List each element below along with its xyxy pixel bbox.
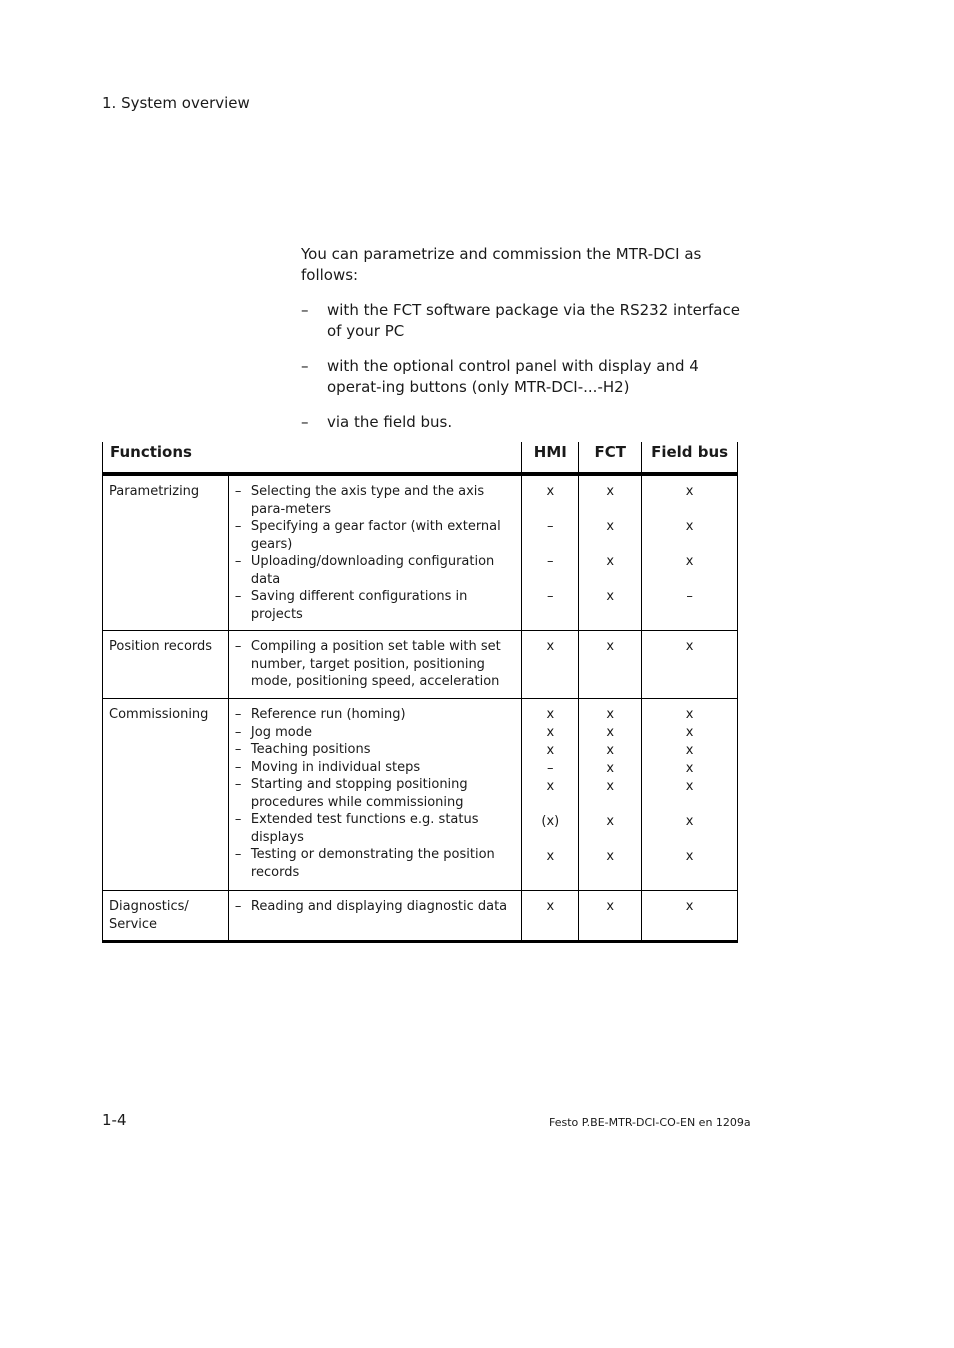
- list-item: – Teaching positions: [234, 742, 371, 757]
- fct-cell: [579, 474, 642, 631]
- table-row: [103, 699, 738, 891]
- intro-text: [301, 244, 741, 447]
- intro-lead: You can parametrize and commission the MTR-DCI as follows:: [301, 245, 702, 284]
- function-items: [228, 699, 521, 891]
- functions-table: [102, 442, 738, 943]
- hmi-mark: (x): [541, 814, 560, 829]
- fct-mark: x: [606, 779, 615, 794]
- fieldbus-mark: –: [686, 589, 693, 604]
- fieldbus-cell: [642, 474, 738, 631]
- document-id: Festo P.BE-MTR-DCI-CO-EN en 1209a: [549, 1116, 751, 1129]
- header-fieldbus: Field bus: [642, 442, 738, 474]
- fieldbus-cell: [642, 891, 738, 942]
- function-name: Position records: [103, 631, 229, 699]
- function-items: [228, 891, 521, 942]
- fct-mark: x: [606, 814, 615, 829]
- table-row: [103, 631, 738, 699]
- fct-cell: [579, 891, 642, 942]
- hmi-cell: [522, 631, 579, 699]
- hmi-mark: x: [546, 743, 555, 758]
- fct-cell: [579, 631, 642, 699]
- hmi-mark: x: [546, 639, 555, 654]
- list-item: – Starting and stopping positioning procedures while commissioning: [234, 777, 468, 810]
- table-header-row: [103, 442, 738, 474]
- hmi-cell: [522, 474, 579, 631]
- hmi-cell: [522, 699, 579, 891]
- fct-mark: x: [606, 554, 615, 569]
- list-item: – Reference run (homing): [234, 707, 406, 722]
- fieldbus-mark: x: [685, 814, 694, 829]
- fct-mark: x: [606, 899, 615, 914]
- fieldbus-mark: x: [685, 779, 694, 794]
- list-item: – Uploading/downloading configuration data: [234, 554, 495, 587]
- hmi-mark: x: [546, 779, 555, 794]
- fct-cell: [579, 699, 642, 891]
- fct-mark: x: [606, 849, 615, 864]
- header-functions: Functions: [103, 442, 522, 474]
- intro-bullet: – via the field bus.: [301, 413, 453, 431]
- table-row: [103, 474, 738, 631]
- fieldbus-cell: [642, 631, 738, 699]
- list-item: – Extended test functions e.g. status displays: [234, 812, 479, 845]
- hmi-mark: –: [547, 519, 554, 534]
- hmi-mark: x: [546, 849, 555, 864]
- fieldbus-mark: x: [685, 639, 694, 654]
- hmi-cell: [522, 891, 579, 942]
- list-item: – Saving different configurations in projects: [234, 589, 468, 622]
- function-name: Commissioning: [103, 699, 229, 891]
- fieldbus-mark: x: [685, 725, 694, 740]
- fieldbus-mark: x: [685, 484, 694, 499]
- table-row: [103, 891, 738, 942]
- intro-bullet: – with the optional control panel with display and 4 operat-ing buttons (only MTR-DCI-...-H2): [301, 357, 699, 396]
- list-item: – Testing or demonstrating the position records: [234, 847, 495, 880]
- list-item: – Compiling a position set table with set number, target position, positioning mode, positioning speed, acceleration: [234, 639, 501, 689]
- intro-bullet: – with the FCT software package via the RS232 interface of your PC: [301, 301, 740, 340]
- fct-mark: x: [606, 519, 615, 534]
- hmi-mark: –: [547, 554, 554, 569]
- function-items: [228, 474, 521, 631]
- page-number: 1-4: [102, 1111, 127, 1129]
- fct-mark: x: [606, 761, 615, 776]
- header-hmi: HMI: [522, 442, 579, 474]
- fieldbus-mark: x: [685, 761, 694, 776]
- fct-mark: x: [606, 484, 615, 499]
- function-items: [228, 631, 521, 699]
- fieldbus-cell: [642, 699, 738, 891]
- function-name: Parametrizing: [103, 474, 229, 631]
- list-item: – Jog mode: [234, 724, 312, 740]
- fct-mark: x: [606, 707, 615, 722]
- hmi-mark: –: [547, 761, 554, 776]
- fieldbus-mark: x: [685, 707, 694, 722]
- fct-mark: x: [606, 743, 615, 758]
- list-item: – Moving in individual steps: [234, 759, 421, 775]
- fieldbus-mark: x: [685, 849, 694, 864]
- list-item: – Reading and displaying diagnostic data: [234, 899, 508, 914]
- fieldbus-mark: x: [685, 519, 694, 534]
- fieldbus-mark: x: [685, 743, 694, 758]
- hmi-mark: x: [546, 899, 555, 914]
- function-name: Diagnostics/ Service: [103, 891, 229, 942]
- hmi-mark: x: [546, 725, 555, 740]
- fieldbus-mark: x: [685, 899, 694, 914]
- hmi-mark: x: [546, 707, 555, 722]
- hmi-mark: x: [546, 484, 555, 499]
- fct-mark: x: [606, 639, 615, 654]
- hmi-mark: –: [547, 589, 554, 604]
- fct-mark: x: [606, 589, 615, 604]
- fieldbus-mark: x: [685, 554, 694, 569]
- fct-mark: x: [606, 725, 615, 740]
- list-item: – Selecting the axis type and the axis para-meters: [234, 484, 485, 517]
- header-fct: FCT: [579, 442, 642, 474]
- section-header: 1. System overview: [102, 94, 250, 112]
- list-item: – Specifying a gear factor (with external gears): [234, 519, 501, 552]
